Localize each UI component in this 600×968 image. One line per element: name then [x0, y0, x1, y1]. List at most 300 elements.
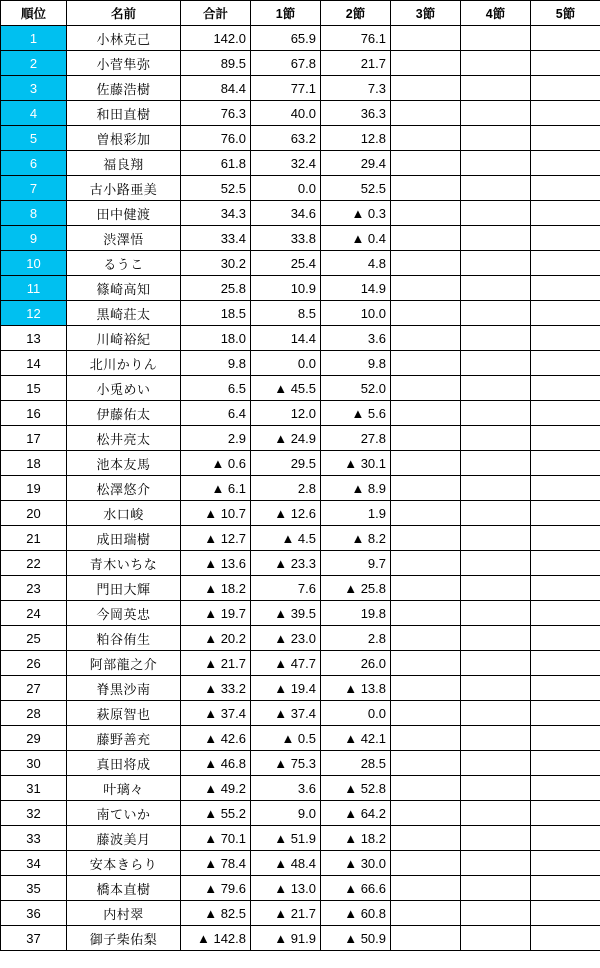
table-row	[1, 226, 600, 251]
cell-total: 52.5	[181, 176, 251, 201]
cell-round3	[391, 701, 461, 726]
cell-total: 89.5	[181, 51, 251, 76]
cell-round2: 12.8	[321, 126, 391, 151]
cell-rank: 19	[1, 476, 67, 501]
cell-round1: ▲ 47.7	[251, 651, 321, 676]
cell-total: ▲ 12.7	[181, 526, 251, 551]
cell-round5	[531, 26, 600, 51]
cell-round5	[531, 451, 600, 476]
cell-round2: 3.6	[321, 326, 391, 351]
cell-round3	[391, 501, 461, 526]
cell-total: ▲ 21.7	[181, 651, 251, 676]
cell-rank: 5	[1, 126, 67, 151]
cell-round3	[391, 201, 461, 226]
cell-round3	[391, 101, 461, 126]
cell-player-name: 佐藤浩樹	[67, 76, 181, 101]
cell-total: 84.4	[181, 76, 251, 101]
cell-total: ▲ 42.6	[181, 726, 251, 751]
cell-player-name: 古小路亜美	[67, 176, 181, 201]
cell-round3	[391, 676, 461, 701]
column-header-rank: 順位	[1, 1, 67, 26]
table-row	[1, 526, 600, 551]
cell-round4	[461, 376, 531, 401]
cell-round5	[531, 276, 600, 301]
cell-total: ▲ 49.2	[181, 776, 251, 801]
cell-round3	[391, 51, 461, 76]
cell-round1: ▲ 39.5	[251, 601, 321, 626]
table-row	[1, 26, 600, 51]
cell-round5	[531, 326, 600, 351]
cell-player-name: 福良翔	[67, 151, 181, 176]
cell-total: ▲ 6.1	[181, 476, 251, 501]
cell-round3	[391, 426, 461, 451]
cell-round1: 67.8	[251, 51, 321, 76]
cell-round1: ▲ 19.4	[251, 676, 321, 701]
cell-round4	[461, 576, 531, 601]
cell-round2: 1.9	[321, 501, 391, 526]
cell-rank: 13	[1, 326, 67, 351]
cell-round3	[391, 126, 461, 151]
cell-round2: 27.8	[321, 426, 391, 451]
cell-round3	[391, 926, 461, 951]
cell-rank: 12	[1, 301, 67, 326]
cell-total: ▲ 0.6	[181, 451, 251, 476]
table-row	[1, 101, 600, 126]
cell-round5	[531, 651, 600, 676]
cell-round1: ▲ 13.0	[251, 876, 321, 901]
cell-round5	[531, 676, 600, 701]
cell-round3	[391, 726, 461, 751]
cell-player-name: 北川かりん	[67, 351, 181, 376]
cell-player-name: 内村翠	[67, 901, 181, 926]
cell-round3	[391, 876, 461, 901]
cell-player-name: 安本きらり	[67, 851, 181, 876]
cell-round1: ▲ 24.9	[251, 426, 321, 451]
cell-total: 76.0	[181, 126, 251, 151]
cell-round3	[391, 226, 461, 251]
cell-round4	[461, 726, 531, 751]
table-row	[1, 626, 600, 651]
table-row	[1, 876, 600, 901]
cell-round5	[531, 601, 600, 626]
cell-round4	[461, 426, 531, 451]
cell-round1: 0.0	[251, 176, 321, 201]
cell-rank: 18	[1, 451, 67, 476]
cell-round2: ▲ 66.6	[321, 876, 391, 901]
cell-round3	[391, 451, 461, 476]
cell-total: ▲ 19.7	[181, 601, 251, 626]
cell-round3	[391, 776, 461, 801]
cell-rank: 7	[1, 176, 67, 201]
cell-rank: 6	[1, 151, 67, 176]
cell-round5	[531, 426, 600, 451]
cell-player-name: 小兎めい	[67, 376, 181, 401]
cell-total: ▲ 70.1	[181, 826, 251, 851]
cell-round1: ▲ 45.5	[251, 376, 321, 401]
cell-total: ▲ 55.2	[181, 801, 251, 826]
cell-player-name: 水口峻	[67, 501, 181, 526]
cell-round3	[391, 801, 461, 826]
cell-total: 61.8	[181, 151, 251, 176]
cell-rank: 34	[1, 851, 67, 876]
cell-rank: 24	[1, 601, 67, 626]
cell-total: 142.0	[181, 26, 251, 51]
cell-rank: 3	[1, 76, 67, 101]
cell-round5	[531, 351, 600, 376]
cell-round5	[531, 301, 600, 326]
cell-round4	[461, 751, 531, 776]
cell-total: 25.8	[181, 276, 251, 301]
cell-round1: 7.6	[251, 576, 321, 601]
cell-total: 33.4	[181, 226, 251, 251]
table-row	[1, 851, 600, 876]
cell-round5	[531, 201, 600, 226]
cell-player-name: 田中健渡	[67, 201, 181, 226]
table-row	[1, 751, 600, 776]
cell-round1: 0.0	[251, 351, 321, 376]
cell-round4	[461, 526, 531, 551]
cell-round5	[531, 501, 600, 526]
cell-round2: ▲ 18.2	[321, 826, 391, 851]
table-row	[1, 376, 600, 401]
cell-rank: 36	[1, 901, 67, 926]
table-body	[1, 26, 600, 951]
cell-player-name: 南ていか	[67, 801, 181, 826]
cell-round3	[391, 326, 461, 351]
cell-round2: 9.8	[321, 351, 391, 376]
cell-round1: 29.5	[251, 451, 321, 476]
cell-round2: ▲ 25.8	[321, 576, 391, 601]
header-row	[1, 1, 600, 26]
table-row	[1, 326, 600, 351]
cell-player-name: 門田大輝	[67, 576, 181, 601]
cell-player-name: 小菅隼弥	[67, 51, 181, 76]
cell-round4	[461, 151, 531, 176]
cell-rank: 35	[1, 876, 67, 901]
cell-round5	[531, 101, 600, 126]
column-header-round3: 3節	[391, 1, 461, 26]
cell-round4	[461, 276, 531, 301]
cell-round1: 33.8	[251, 226, 321, 251]
cell-round3	[391, 401, 461, 426]
cell-rank: 14	[1, 351, 67, 376]
cell-round3	[391, 576, 461, 601]
cell-round5	[531, 76, 600, 101]
cell-round3	[391, 526, 461, 551]
cell-round2: 36.3	[321, 101, 391, 126]
cell-round3	[391, 251, 461, 276]
cell-round2: ▲ 8.2	[321, 526, 391, 551]
table-row	[1, 251, 600, 276]
cell-round2: 2.8	[321, 626, 391, 651]
table-row	[1, 276, 600, 301]
cell-player-name: 青木いちな	[67, 551, 181, 576]
table-row	[1, 901, 600, 926]
table-row	[1, 776, 600, 801]
cell-round1: 32.4	[251, 151, 321, 176]
table-row	[1, 301, 600, 326]
cell-player-name: 粕谷侑生	[67, 626, 181, 651]
cell-round4	[461, 626, 531, 651]
cell-round1: ▲ 21.7	[251, 901, 321, 926]
table-row	[1, 176, 600, 201]
table-row	[1, 826, 600, 851]
column-header-round2: 2節	[321, 1, 391, 26]
table-row	[1, 801, 600, 826]
cell-round5	[531, 726, 600, 751]
cell-round5	[531, 401, 600, 426]
cell-round3	[391, 26, 461, 51]
cell-round5	[531, 626, 600, 651]
cell-round1: ▲ 91.9	[251, 926, 321, 951]
cell-round1: 9.0	[251, 801, 321, 826]
cell-round2: 29.4	[321, 151, 391, 176]
table-row	[1, 76, 600, 101]
cell-player-name: 藤波美月	[67, 826, 181, 851]
cell-round2: 0.0	[321, 701, 391, 726]
cell-round5	[531, 226, 600, 251]
cell-round4	[461, 876, 531, 901]
cell-rank: 27	[1, 676, 67, 701]
cell-player-name: 成田瑞樹	[67, 526, 181, 551]
cell-rank: 25	[1, 626, 67, 651]
cell-round4	[461, 651, 531, 676]
column-header-round1: 1節	[251, 1, 321, 26]
cell-round2: ▲ 64.2	[321, 801, 391, 826]
cell-total: ▲ 10.7	[181, 501, 251, 526]
cell-round3	[391, 551, 461, 576]
cell-round5	[531, 701, 600, 726]
cell-round2: 19.8	[321, 601, 391, 626]
cell-total: 6.5	[181, 376, 251, 401]
cell-round5	[531, 851, 600, 876]
cell-rank: 16	[1, 401, 67, 426]
table-row	[1, 201, 600, 226]
cell-round1: 63.2	[251, 126, 321, 151]
table-row	[1, 501, 600, 526]
cell-round4	[461, 251, 531, 276]
cell-total: 2.9	[181, 426, 251, 451]
cell-total: 76.3	[181, 101, 251, 126]
cell-player-name: 松井亮太	[67, 426, 181, 451]
cell-round1: ▲ 48.4	[251, 851, 321, 876]
cell-round5	[531, 151, 600, 176]
cell-rank: 26	[1, 651, 67, 676]
cell-rank: 32	[1, 801, 67, 826]
cell-round3	[391, 476, 461, 501]
cell-round4	[461, 701, 531, 726]
cell-round4	[461, 126, 531, 151]
cell-total: ▲ 37.4	[181, 701, 251, 726]
cell-round2: ▲ 42.1	[321, 726, 391, 751]
cell-round1: ▲ 12.6	[251, 501, 321, 526]
cell-rank: 28	[1, 701, 67, 726]
cell-rank: 30	[1, 751, 67, 776]
cell-round1: ▲ 75.3	[251, 751, 321, 776]
cell-round4	[461, 326, 531, 351]
table-row	[1, 926, 600, 951]
cell-player-name: 伊藤佑太	[67, 401, 181, 426]
cell-round5	[531, 51, 600, 76]
cell-round4	[461, 26, 531, 51]
cell-total: ▲ 18.2	[181, 576, 251, 601]
cell-rank: 10	[1, 251, 67, 276]
cell-round4	[461, 926, 531, 951]
cell-round5	[531, 551, 600, 576]
cell-round4	[461, 801, 531, 826]
cell-total: ▲ 20.2	[181, 626, 251, 651]
cell-player-name: 藤野善充	[67, 726, 181, 751]
cell-round4	[461, 351, 531, 376]
cell-total: 18.5	[181, 301, 251, 326]
cell-round4	[461, 901, 531, 926]
cell-player-name: 篠崎高知	[67, 276, 181, 301]
column-header-round5: 5節	[531, 1, 600, 26]
table-row	[1, 401, 600, 426]
cell-rank: 31	[1, 776, 67, 801]
table-row	[1, 476, 600, 501]
cell-round5	[531, 826, 600, 851]
cell-player-name: 松澤悠介	[67, 476, 181, 501]
cell-round5	[531, 926, 600, 951]
cell-round1: 12.0	[251, 401, 321, 426]
cell-rank: 22	[1, 551, 67, 576]
cell-round3	[391, 151, 461, 176]
cell-round1: 2.8	[251, 476, 321, 501]
cell-round5	[531, 751, 600, 776]
cell-rank: 8	[1, 201, 67, 226]
cell-round5	[531, 376, 600, 401]
cell-round2: 10.0	[321, 301, 391, 326]
cell-total: ▲ 79.6	[181, 876, 251, 901]
cell-round3	[391, 351, 461, 376]
cell-player-name: 真田将成	[67, 751, 181, 776]
cell-round4	[461, 201, 531, 226]
cell-round2: ▲ 8.9	[321, 476, 391, 501]
cell-round3	[391, 851, 461, 876]
cell-round5	[531, 576, 600, 601]
cell-round2: 14.9	[321, 276, 391, 301]
cell-round1: ▲ 37.4	[251, 701, 321, 726]
cell-round4	[461, 851, 531, 876]
cell-round1: 34.6	[251, 201, 321, 226]
cell-round3	[391, 301, 461, 326]
cell-round1: 3.6	[251, 776, 321, 801]
cell-player-name: 阿部龍之介	[67, 651, 181, 676]
cell-total: 30.2	[181, 251, 251, 276]
cell-round4	[461, 401, 531, 426]
cell-total: ▲ 142.8	[181, 926, 251, 951]
column-header-name: 名前	[67, 1, 181, 26]
cell-round4	[461, 826, 531, 851]
cell-round4	[461, 551, 531, 576]
cell-round3	[391, 826, 461, 851]
cell-player-name: 池本友馬	[67, 451, 181, 476]
cell-round2: 4.8	[321, 251, 391, 276]
cell-round1: 8.5	[251, 301, 321, 326]
table-row	[1, 551, 600, 576]
table-row	[1, 426, 600, 451]
cell-round3	[391, 176, 461, 201]
cell-rank: 37	[1, 926, 67, 951]
cell-round2: 9.7	[321, 551, 391, 576]
cell-rank: 9	[1, 226, 67, 251]
table-row	[1, 726, 600, 751]
cell-round1: 77.1	[251, 76, 321, 101]
cell-player-name: 今岡英忠	[67, 601, 181, 626]
cell-round5	[531, 251, 600, 276]
cell-rank: 1	[1, 26, 67, 51]
cell-round2: ▲ 52.8	[321, 776, 391, 801]
cell-round4	[461, 101, 531, 126]
table-row	[1, 576, 600, 601]
cell-rank: 2	[1, 51, 67, 76]
cell-round2: ▲ 0.4	[321, 226, 391, 251]
cell-round3	[391, 901, 461, 926]
cell-round3	[391, 76, 461, 101]
cell-player-name: 和田直樹	[67, 101, 181, 126]
cell-round5	[531, 176, 600, 201]
table-row	[1, 151, 600, 176]
cell-total: 9.8	[181, 351, 251, 376]
cell-total: 6.4	[181, 401, 251, 426]
cell-total: ▲ 82.5	[181, 901, 251, 926]
table-row	[1, 51, 600, 76]
cell-round2: ▲ 13.8	[321, 676, 391, 701]
cell-player-name: 渋澤悟	[67, 226, 181, 251]
cell-round4	[461, 226, 531, 251]
cell-round5	[531, 526, 600, 551]
cell-round5	[531, 801, 600, 826]
cell-round1: ▲ 51.9	[251, 826, 321, 851]
cell-round4	[461, 51, 531, 76]
cell-round1: 65.9	[251, 26, 321, 51]
cell-round4	[461, 776, 531, 801]
cell-round4	[461, 676, 531, 701]
cell-rank: 21	[1, 526, 67, 551]
table-row	[1, 451, 600, 476]
cell-total: ▲ 13.6	[181, 551, 251, 576]
cell-round4	[461, 176, 531, 201]
cell-player-name: 黒崎荘太	[67, 301, 181, 326]
cell-round3	[391, 601, 461, 626]
cell-round1: 10.9	[251, 276, 321, 301]
cell-round4	[461, 501, 531, 526]
cell-round2: ▲ 30.1	[321, 451, 391, 476]
cell-rank: 23	[1, 576, 67, 601]
cell-player-name: 曽根彩加	[67, 126, 181, 151]
table-row	[1, 676, 600, 701]
table-row	[1, 701, 600, 726]
cell-rank: 29	[1, 726, 67, 751]
cell-round3	[391, 651, 461, 676]
cell-round2: ▲ 50.9	[321, 926, 391, 951]
cell-round5	[531, 876, 600, 901]
cell-round2: 76.1	[321, 26, 391, 51]
cell-round2: 52.0	[321, 376, 391, 401]
cell-total: ▲ 46.8	[181, 751, 251, 776]
cell-round3	[391, 376, 461, 401]
cell-rank: 11	[1, 276, 67, 301]
cell-player-name: 萩原智也	[67, 701, 181, 726]
cell-round1: ▲ 23.0	[251, 626, 321, 651]
cell-total: ▲ 33.2	[181, 676, 251, 701]
cell-round1: 25.4	[251, 251, 321, 276]
cell-player-name: 橋本直樹	[67, 876, 181, 901]
column-header-total: 合計	[181, 1, 251, 26]
cell-round5	[531, 776, 600, 801]
cell-player-name: 脊黒沙南	[67, 676, 181, 701]
